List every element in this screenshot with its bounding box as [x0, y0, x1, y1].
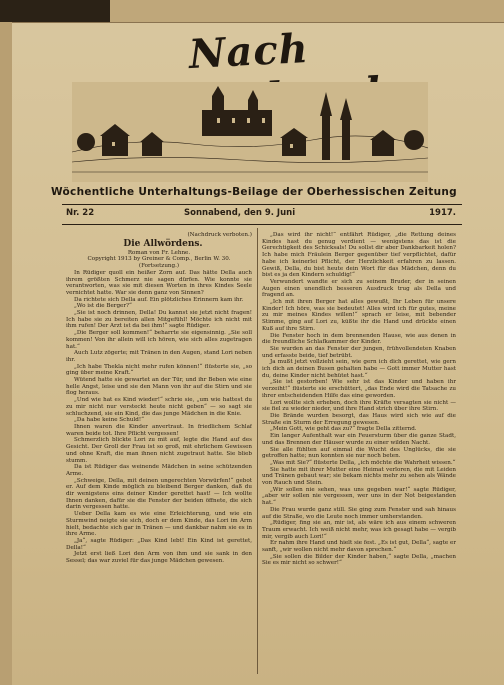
paragraph: „Was mit Sie?“ flüsterte Della, „ich möchte die Wahrheit wissen.“	[270, 459, 456, 466]
paragraph: Sie alle fühlten auf einmal die Wucht des Unglücks, die sie getroffen hatte; nun konnten sie nur noch beten.	[262, 446, 456, 460]
paragraph: „Mein Gott, wie geht das zu?“ fragte Della zitternd.	[270, 426, 417, 433]
paragraph: Die Fenster hoch in dem brennenden Hause, wie aus denen in die freundliche Schlafkammer der Kinder.	[262, 332, 456, 346]
paragraph: „Rüdiger, fing sie an, mir ist, als wäre ich aus einem schweren Traum erwacht. Ich weiß nicht mehr, was ich gesagt habe — vergib mir, vergib auch Lori!“	[262, 520, 456, 540]
previous-page-edge	[0, 0, 110, 22]
paragraph: Die Brände wurden besorgt, das Haus wird sich wie auf die Straße ein Sturm der Erregung gewesen.	[262, 412, 456, 426]
paragraph: „Die Berger soll kommen!“ beharrte sie eigensinnig. „Sie soll kommen! Von ihr allein will ich hören, wie sich alles zugetragen hat.“	[66, 330, 252, 350]
paragraph: Sie hatte mit ihrer Mutter eine Heimat verloren, die mit Leiden und Tränen gebaut war; sie bekam nichts mehr zu sehen als Wände von Rauch und Stein.	[262, 466, 456, 487]
paragraph: „Sie sollen die Bilder der Kinder haben,“ sagte Della, „machen Sie es mir nicht so schwer!“	[262, 553, 456, 567]
header-rule-top	[62, 204, 462, 205]
page-edge	[0, 22, 12, 685]
paragraph: „Ja“, sagte Rüdiger: „Das Kind lebt! Ein Kind ist gerettet, Della!“	[66, 537, 252, 551]
continuation-label: (Fortsetzung.)	[138, 263, 180, 270]
issue-number: Nr. 22	[66, 208, 95, 218]
paragraph: Sie wurden an das Fenster der jungen, frühvollendeten Knaben und erfasste beide, tief betrübt.	[262, 345, 456, 359]
paragraph: „Wo ist die Berger?“	[74, 303, 132, 310]
copyright-line: Copyright 1913 by Greiner & Comp., Berlin W. 30.	[87, 256, 231, 263]
issue-date: Sonnabend, den 9. Juni	[184, 208, 296, 218]
column-left	[66, 232, 252, 672]
paragraph: „Schweige, Della, mit deinen ungerechten Vorwürfen!“ gebot er. Auf dem Kinde möglich zu bleibend Berger danken, daß du dir wenigstens eins deiner Kinder gerettet hast! — Ich wollte Ihnen danken, dafür sie die Fenster der beiden öffnete, die sich darin vergessen hatte.	[66, 477, 252, 511]
masthead-subtitle: Wöchentliche Unterhaltungs-Beilage der Oberhessischen Zeitung	[51, 186, 457, 198]
issue-bar	[66, 208, 456, 222]
masthead	[62, 24, 438, 184]
paragraph: Ja mußt jetzt vollzieht sein, wie gern ich dich gerettet, wie gern ich dich an deinen Busen gehalten habe — Gott immer Mutter hast du, deine Kinder nicht behütet hast.“	[262, 359, 456, 379]
paragraph: Verwundert wandte er sich zu seinem Bruder, der in seinen Augen einen unendlich besseren Ausdruck trug als Della und fragend an.	[262, 278, 456, 299]
column-right-body	[262, 232, 456, 567]
header-rule-bottom	[62, 224, 462, 225]
paragraph: Ihnen waren die Kinder anvertraut. In friedlichem Schlaf waren beide tot. Ihre Pflicht vergessen!	[66, 423, 252, 437]
paragraph: „Ich mit ihren Berger hat alles gewußt, Ihr Leben für unsere Kinder! Ich höre, was sie bedeutet! Alles wird ich für gutes, meine zu mir meines Kindes willen!“ sprach er leise, mit bebender Stimme, ging auf Lori zu, küßte ihr die Hand und drückte einen Kuß auf ihre Stirn.	[262, 299, 456, 332]
paragraph: Ueber Della kam es wie eine Erleichterung, und wie ein Sturmwind neigte sie sich, doch er dem Kinde, das Lori im Arm hielt, bedachte sich gar in Tränen — und dankbar nahm sie es in ihre Arme.	[66, 511, 252, 538]
story-title: Die Allwördens.	[123, 238, 203, 249]
paragraph: Jetzt erst ließ Lori den Arm von ihm und sie sank in den Sessel; das war zuviel für das junge Mädchen gewesen.	[66, 551, 252, 565]
paragraph: Schmerzlich blickte Lori zu mit auf, legte die Hand auf des Gesicht. Der Groll der Frau ist so groß, mit ehrlichem Gewissen und ohne Kraft, die man ihnen nicht zugetraut hatte. Sie blieb stumm.	[66, 437, 252, 464]
issue-year: 1917.	[429, 208, 456, 218]
column-divider	[257, 228, 258, 674]
paragraph: Wütend hatte sie gewartet an der Tür, und ihr Beben wie eine helle Angst, leise und sie den Mann von ihr auf die Stirn und sie flog heraus.	[66, 377, 252, 397]
column-left-body	[66, 270, 252, 565]
paragraph: Er nahm ihre Hand und hielt sie fest. „Es ist gut, Della“, sagte er sanft, „wir wollen nicht mehr davon sprechen.“	[262, 540, 456, 554]
paragraph: Auch Lutz zögerte; mit Tränen in den Augen, stand Lori neben ihr.	[66, 350, 252, 363]
paragraph: „Wir sollen nie sehen, was uns gegeben war!“ sagte Rüdiger, „aber wir sollen nie vergessen, wer uns in der Not beigestanden hat.“	[262, 486, 456, 507]
paragraph: Da ist Rüdiger das weinende Mädchen in seine schützenden Arme.	[66, 464, 252, 477]
paragraph: „Und wie hat es Kind wieder!“ schrie sie, „um wie hattest du zu mir nicht nur versteckt heute nicht geben“ — so sagt sie schluchzend, sie ein Kind, die das junge Mädchen in die Knie.	[66, 397, 252, 417]
paragraph: Die Frau wurde ganz still. Sie ging zum Fenster und sah hinaus auf die Straße, wo die Leute noch immer umherstanden.	[262, 506, 456, 520]
paragraph: „Ich habe Thekla nicht mehr rufen können!“ flüsterte sie, „so ging über meine Kraft.“	[66, 363, 252, 377]
paragraph: „Da habe keine Schuld!“	[74, 417, 144, 424]
paragraph: „Sie ist gestorben! Wie sehr ist das Kinder und haben ihr verzeiht!“ flüsterte sie erschüttert, „das Ende wird die Tatsache zu ihrer entscheidenden Hilfe das eine geworden.	[262, 379, 456, 399]
paragraph: „Das wird ihr nicht!“ entfährt Rüdiger, „die Rettung deines Kindes hast du genug verdient — wenigstens das ist die Gerechtigkeit des Schicksals! Du sollst dir aber Dankbarkeit holen? Ich habe mich Fräulein Berger gegenüber tief verpflichtet, dafür habe ich keinerlei Pflicht, der Herzlichkeit erfahren zu lassen. Gewiß, Della, du bist heute dein Wort für das Mädchen, denn du bist es ja den Kindern schuldig!“	[262, 232, 456, 279]
reprint-notice: (Nachdruck verboten.)	[187, 232, 252, 238]
paragraph: In Rüdiger quoll ein heißer Zorn auf. Das hätte Della auch ihrem größten Schmerz nie sagen dürfen. Wie konnte sie verantworten, was sie mit diesen Worten in ihres Kindes Seele vernichtet hatte. War sie denn ganz von Sinnen?	[66, 269, 252, 296]
paragraph: Ein langer Aufenthalt war ein Feuersturm über die ganze Stadt, und das Brennen der Häuser wurde zu einer wilden Nacht.	[262, 433, 456, 446]
town-engraving	[72, 82, 428, 182]
paragraph: Lori wollte sich erheben, doch ihre Kräfte versagten sie nicht — sie fiel zu wieder nieder, und ihre Hand strich über ihre Stirn.	[262, 399, 456, 413]
column-right	[262, 232, 456, 672]
paragraph: „Sie ist noch drinnen, Della! Du kannst sie jetzt nicht fragen! Ich habe sie zu bereiten allen Mitgefühl! Möchte ich nicht mit ihm rufen! Der Arzt ist da bei ihm!“ sagte Rüdiger.	[66, 310, 252, 330]
masthead-title: Nach	[187, 24, 310, 79]
paragraph: Da richtete sich Della auf. Ein plötzliches Erinnern kam ihr.	[74, 296, 244, 303]
story-byline: Roman von Fr. Lehne.	[127, 249, 191, 256]
